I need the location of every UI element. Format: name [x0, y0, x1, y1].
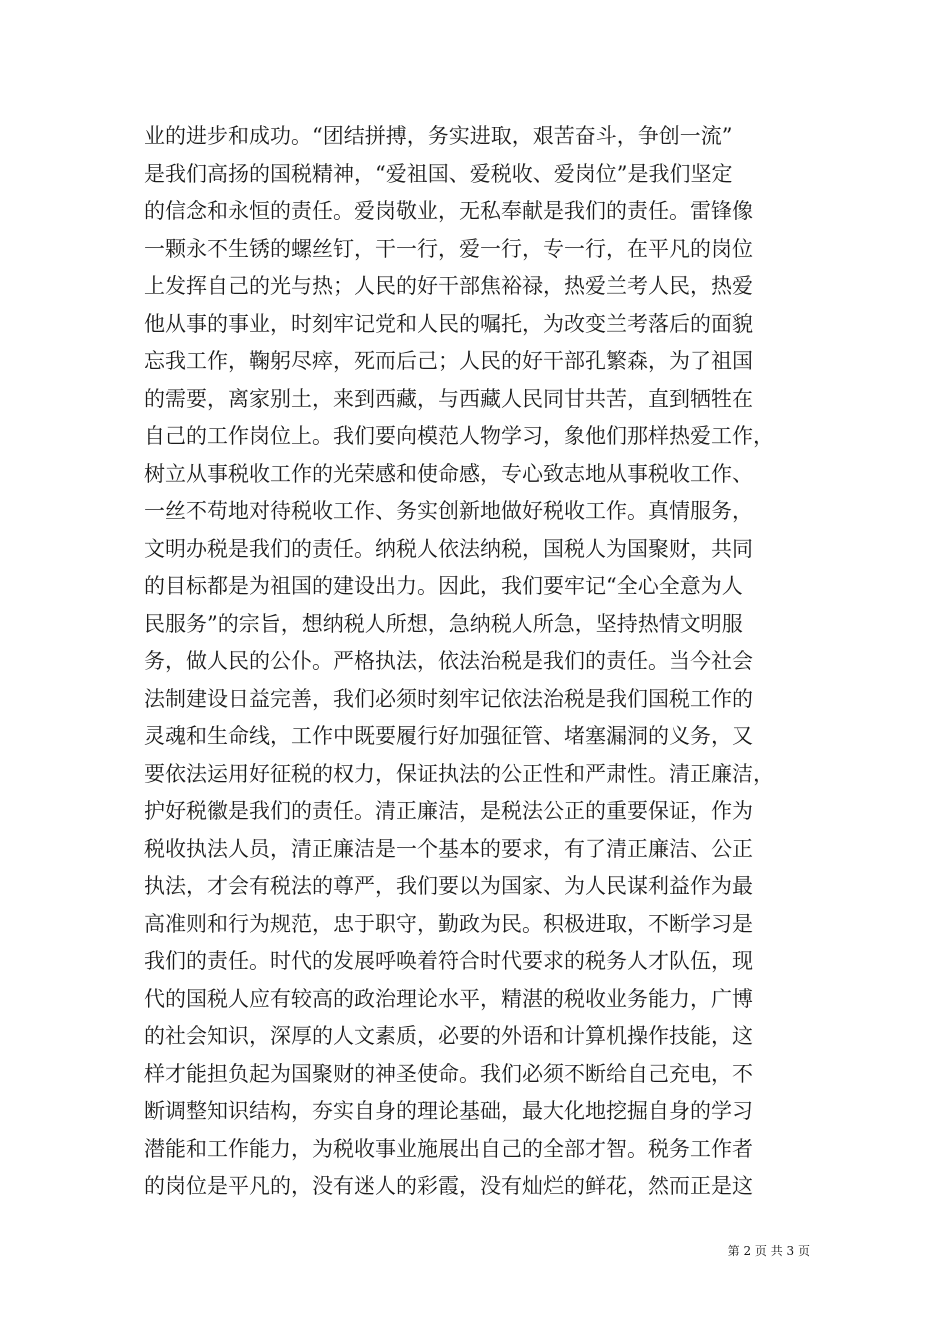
text-line: 忘我工作，鞠躬尽瘁，死而后己；人民的好干部孔繁森，为了祖国: [144, 349, 753, 373]
text-line: 灵魂和生命线，工作中既要履行好加强征管、堵塞漏洞的义务，又: [144, 724, 753, 748]
text-line: 他从事的事业，时刻牢记党和人民的嘱托，为改变兰考落后的面貌: [144, 311, 753, 336]
text-line: 的社会知识，深厚的人文素质，必要的外语和计算机操作技能，这: [144, 1024, 753, 1048]
text-line: 业的进步和成功。“团结拼搏，务实进取，艰苦奋斗，争创一流”: [144, 124, 733, 148]
text-line: 代的国税人应有较高的政治理论水平，精湛的税收业务能力，广博: [144, 986, 753, 1011]
text-line: 一丝不苟地对待税收工作、务实创新地做好税收工作。真情服务，: [144, 499, 753, 523]
text-line: 文明办税是我们的责任。纳税人依法纳税，国税人为国聚财，共同: [144, 536, 753, 561]
text-line: 的需要，离家别土，来到西藏，与西藏人民同甘共苦，直到牺牲在: [144, 386, 753, 411]
text-line: 潜能和工作能力，为税收事业施展出自己的全部才智。税务工作者: [144, 1136, 753, 1161]
text-line: 的信念和永恒的责任。爱岗敬业，无私奉献是我们的责任。雷锋像: [144, 199, 753, 223]
text-line: 民服务”的宗旨，想纳税人所想，急纳税人所急，坚持热情文明服: [144, 611, 743, 636]
text-line: 一颗永不生锈的螺丝钉，干一行，爱一行，专一行，在平凡的岗位: [144, 236, 753, 261]
text-line: 的目标都是为祖国的建设出力。因此，我们要牢记“全心全意为人: [144, 574, 743, 598]
text-line: 执法，才会有税法的尊严，我们要以为国家、为人民谋利益作为最: [144, 874, 753, 898]
text-line: 树立从事税收工作的光荣感和使命感，专心致志地从事税收工作、: [144, 461, 753, 486]
text-line: 务，做人民的公仆。严格执法，依法治税是我们的责任。当今社会: [144, 649, 753, 673]
text-line: 上发挥自己的光与热；人民的好干部焦裕禄，热爱兰考人民，热爱: [144, 274, 753, 298]
page-number: 第 2 页 共 3 页: [727, 1244, 810, 1258]
text-line: 护好税徽是我们的责任。清正廉洁，是税法公正的重要保证，作为: [144, 799, 753, 823]
text-line: 断调整知识结构，夯实自身的理论基础，最大化地挖掘自身的学习: [144, 1099, 753, 1123]
text-line: 自己的工作岗位上。我们要向模范人物学习，象他们那样热爱工作，: [144, 424, 774, 448]
text-line: 样才能担负起为国聚财的神圣使命。我们必须不断给自己充电，不: [144, 1061, 753, 1086]
text-line: 我们的责任。时代的发展呼唤着符合时代要求的税务人才队伍，现: [144, 949, 753, 973]
text-line: 要依法运用好征税的权力，保证执法的公正性和严肃性。清正廉洁，: [144, 761, 774, 786]
text-line: 税收执法人员，清正廉洁是一个基本的要求，有了清正廉洁、公正: [144, 836, 753, 861]
text-line: 法制建设日益完善，我们必须时刻牢记依法治税是我们国税工作的: [144, 686, 753, 711]
text-line: 是我们高扬的国税精神，“爱祖国、爱税收、爱岗位”是我们坚定: [144, 161, 733, 186]
text-line: 的岗位是平凡的，没有迷人的彩霞，没有灿烂的鲜花，然而正是这: [144, 1174, 753, 1198]
body-text: [144, 118, 824, 1206]
text-line: 高准则和行为规范，忠于职守，勤政为民。积极进取，不断学习是: [144, 911, 753, 936]
